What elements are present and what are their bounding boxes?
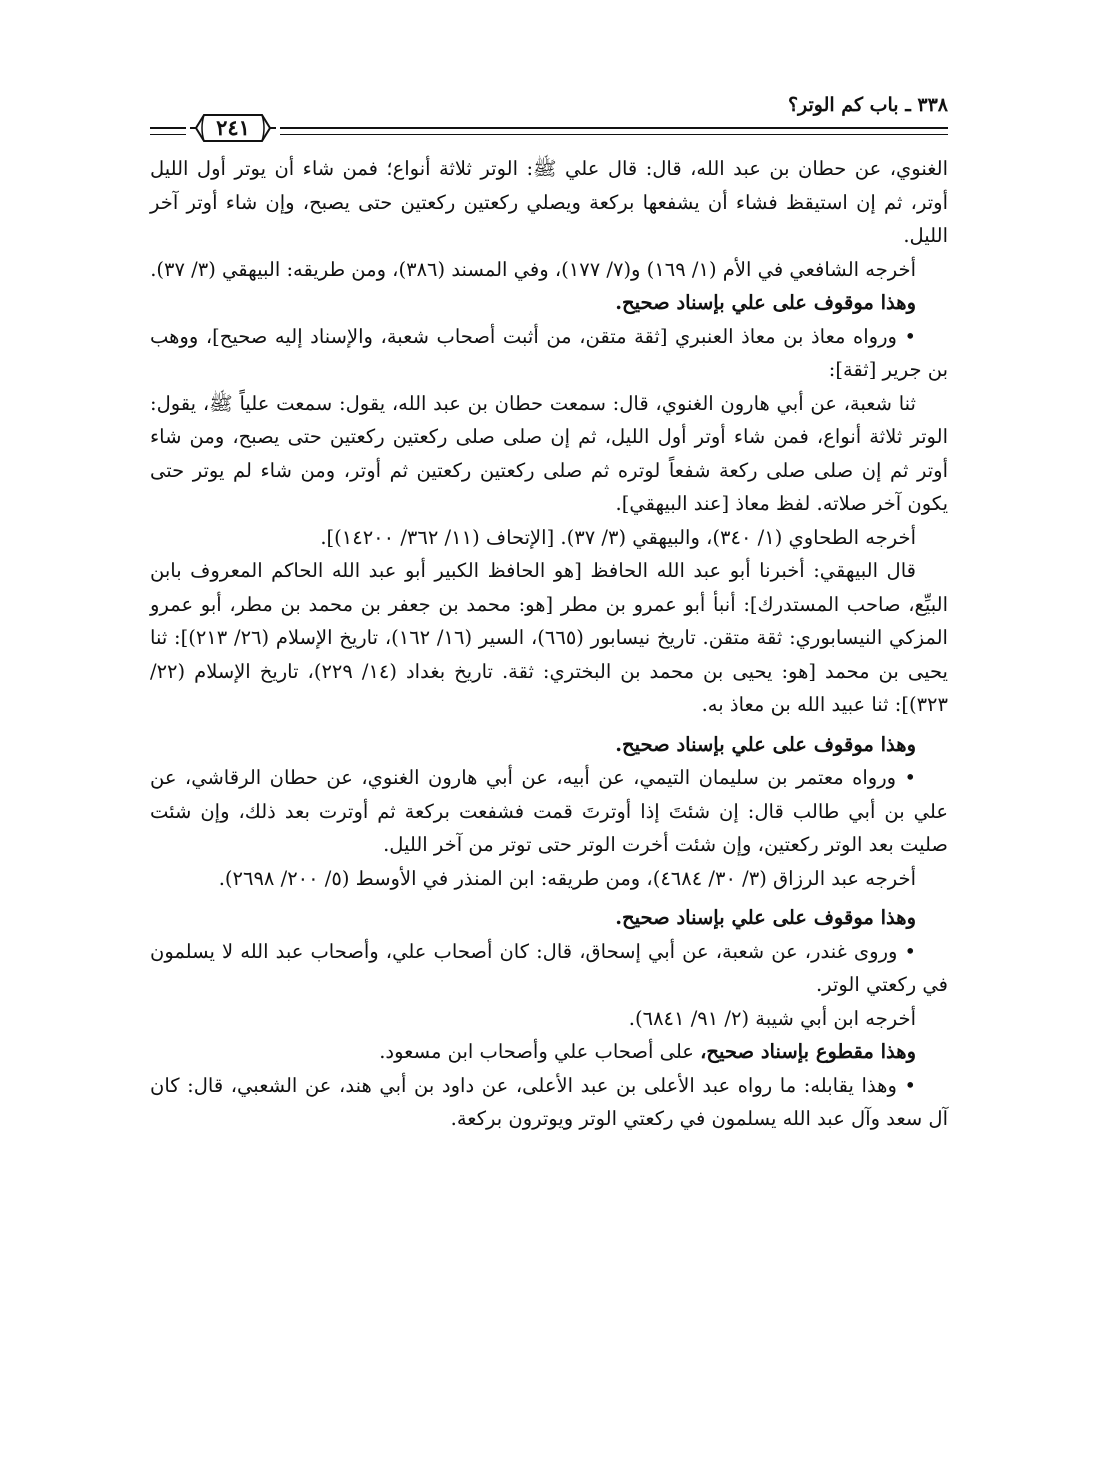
paragraph-5: ثنا شعبة، عن أبي هارون الغنوي، قال: سمعت حطان بن عبد الله، يقول: سمعت علياً ﷺ، يقول: الوتر ثلاثة أنواع، فمن شاء أوتر أول الليل، ثم إن صلى صلى ركعتين ركعتين حتى يصبح، ومن شاء أوتر ثم إن صلى صلى ركعة شفعاً لوتره ثم صلى ركعتين ركعتين ثم أوتر، ومن شاء لم يوتر حتى يكون آخر صلاته. لفظ معاذ [عند البيهقي].	[150, 391, 948, 515]
paragraph-14-bold: وهذا مقطوع بإسناد صحيح،	[700, 1040, 916, 1063]
paragraph-1: الغنوي، عن حطان بن عبد الله، قال: قال علي ﷺ: الوتر ثلاثة أنواع؛ فمن شاء أن يوتر أول الليل أوتر، ثم إن استيقظ فشاء أن يشفعها بركعة ويصلي ركعتين ركعتين حتى يصبح، وإن شاء أوتر آخر الليل.	[150, 157, 948, 247]
paragraph-3: وهذا موقوف على علي بإسناد صحيح.	[615, 291, 916, 314]
document-page	[150, 92, 948, 1136]
paragraph-2: أخرجه الشافعي في الأم (١/ ١٦٩) و(٧/ ١٧٧)، وفي المسند (٣٨٦)، ومن طريقه: البيهقي (٣/ ٣٧).	[150, 257, 916, 281]
header-rule-left	[150, 127, 186, 135]
paragraph-7: قال البيهقي: أخبرنا أبو عبد الله الحافظ [هو الحافظ الكبير أبو عبد الله الحاكم المعروف بابن البيِّع، صاحب المستدرك]: أنبأ أبو عمرو بن مطر [هو: محمد بن جعفر بن محمد بن مطر، أبو عمرو المزكي النيسابوري: ثقة متقن. تاريخ نيسابور (٦٦٥)، السير (١٦/ ١٦٢)، تاريخ الإسلام (٢٦/ ٢١٣)]: ثنا يحيى بن محمد [هو: يحيى بن محمد بن البختري: ثقة. تاريخ بغداد (١٤/ ٢٢٩)، تاريخ الإسلام (٢٢/ ٣٢٣)]: ثنا عبيد الله بن معاذ به.	[150, 559, 948, 716]
paragraph-4: • ورواه معاذ بن معاذ العنبري [ثقة متقن، من أثبت أصحاب شعبة، والإسناد إليه صحيح]، ووهب بن جرير [ثقة]:	[150, 324, 948, 381]
paragraph-9: • ورواه معتمر بن سليمان التيمي، عن أبيه، عن أبي هارون الغنوي، عن حطان الرقاشي، عن علي بن أبي طالب قال: إن شئتَ إذا أوترتَ قمت فشفعت بركعة ثم أوترت بعد ذلك، وإن شئت صليت بعد الوتر ركعتين، وإن شئت أخرت الوتر حتى توتر من آخر الليل.	[150, 766, 948, 856]
paragraph-14	[150, 1035, 948, 1069]
page-header	[150, 92, 948, 144]
paragraph-14-rest: على أصحاب علي وأصحاب ابن مسعود.	[379, 1040, 701, 1063]
paragraph-13: أخرجه ابن أبي شيبة (٢/ ٩١/ ٦٨٤١).	[628, 1006, 916, 1030]
page-number: ٢٤١	[216, 115, 250, 140]
paragraph-6: أخرجه الطحاوي (١/ ٣٤٠)، والبيهقي (٣/ ٣٧). [الإتحاف (١١/ ٣٦٢/ ١٤٢٠٠)].	[320, 525, 916, 549]
paragraph-8: وهذا موقوف على علي بإسناد صحيح.	[615, 732, 916, 756]
page-body	[150, 152, 948, 1136]
paragraph-15: • وهذا يقابله: ما رواه عبد الأعلى بن عبد الأعلى، عن داود بن أبي هند، عن الشعبي، قال: كان آل سعد وآل عبد الله يسلمون في ركعتي الوتر ويوترون بركعة.	[150, 1073, 948, 1130]
paragraph-11: وهذا موقوف على علي بإسناد صحيح.	[615, 906, 916, 929]
header-rule	[280, 127, 948, 135]
paragraph-10: أخرجه عبد الرزاق (٣/ ٣٠/ ٤٦٨٤)، ومن طريقه: ابن المنذر في الأوسط (٥/ ٢٠٠/ ٢٦٩٨).	[218, 866, 916, 890]
chapter-title: ٣٣٨ ـ باب كم الوتر؟	[787, 94, 948, 116]
paragraph-12: • وروى غندر، عن شعبة، عن أبي إسحاق، قال: كان أصحاب علي، وأصحاب عبد الله لا يسلمون في ركعتي الوتر.	[150, 939, 948, 996]
page-number-badge	[188, 110, 278, 146]
